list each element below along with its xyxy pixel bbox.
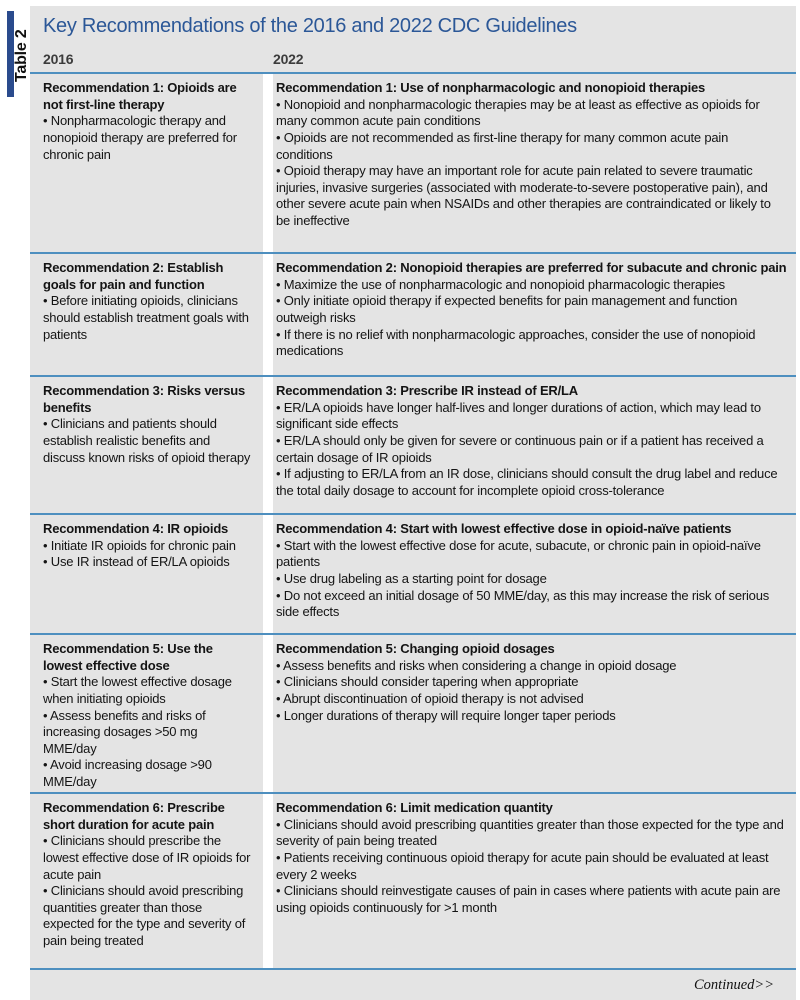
bullet-item: • Patients receiving continuous opioid therapy for acute pain should be evaluated at least every 2 weeks (276, 849, 769, 882)
recommendation-heading: Recommendation 1: Opioids are not first-line therapy (43, 80, 237, 112)
cell-2022 (273, 377, 796, 513)
bullet-item: • Nonopioid and nonpharmacologic therapies may be at least as effective as opioids for many common acute pain conditions (276, 96, 760, 129)
bullet-item: • Longer durations of therapy will require longer taper periods (276, 707, 616, 723)
recommendation-heading: Recommendation 3: Risks versus benefits (43, 383, 246, 415)
bullet-item: • Clinicians and patients should establish realistic benefits and discuss known risks of opioid therapy (43, 416, 251, 465)
cell-2016 (30, 377, 263, 513)
bullet-item: • Start with the lowest effective dose for acute, subacute, or chronic pain in opioid-naïve patients (276, 537, 761, 570)
table-row (30, 74, 796, 254)
recommendation-heading: Recommendation 4: IR opioids (43, 521, 229, 536)
column-gutter (263, 515, 273, 633)
table-row (30, 794, 796, 970)
table-panel (30, 6, 796, 1000)
bullet-item: • Start the lowest effective dosage when initiating opioids (43, 674, 232, 706)
recommendation-heading: Recommendation 3: Prescribe IR instead of ER/LA (276, 383, 578, 398)
bullet-item: • Do not exceed an initial dosage of 50 MME/day, as this may increase the risk of serious side effects (276, 587, 770, 620)
cell-2016 (30, 254, 263, 375)
bullet-item: • Opioid therapy may have an important role for acute pain related to severe traumatic injuries, invasive surgeries (associated with moderate-to-severe postoperative pain), and other severe acute pain when NSAIDs and other therapies are contraindicated or likely to be ineffective (276, 163, 771, 228)
recommendation-heading: Recommendation 2: Establish goals for pain and function (43, 260, 224, 292)
column-gutter (263, 254, 273, 375)
table-row (30, 377, 796, 515)
recommendation-heading: Recommendation 5: Use the lowest effective dose (43, 641, 213, 673)
cell-2022 (273, 635, 796, 792)
recommendation-heading: Recommendation 6: Limit medication quantity (276, 800, 553, 815)
recommendation-heading: Recommendation 6: Prescribe short duration for acute pain (43, 800, 225, 832)
bullet-item: • ER/LA should only be given for severe or continuous pain or if a patient has received a certain dosage of IR opioids (276, 432, 764, 465)
column-gutter (263, 794, 273, 968)
bullet-item: • Clinicians should reinvestigate causes of pain in cases where patients with acute pain are using opioids continuously for >1 month (276, 883, 781, 915)
table-row (30, 635, 796, 794)
column-gutter (263, 377, 273, 513)
bullet-item: • Clinicians should consider tapering when appropriate (276, 674, 579, 690)
bullet-item: • If there is no relief with nonpharmacologic approaches, consider the use of nonopioid medications (276, 326, 756, 359)
footer-row (30, 970, 796, 1000)
bullet-item: • Use drug labeling as a starting point for dosage (276, 570, 547, 586)
bullet-item: • Opioids are not recommended as first-line therapy for many common acute pain conditions (276, 129, 729, 162)
bullet-item: • ER/LA opioids have longer half-lives and longer durations of action, which may lead to significant side effects (276, 399, 761, 432)
bullet-item: • Assess benefits and risks when considering a change in opioid dosage (276, 657, 677, 673)
cell-2022 (273, 254, 796, 375)
bullet-item: • Abrupt discontinuation of opioid therapy is not advised (276, 690, 584, 706)
bullet-item: • Clinicians should avoid prescribing quantities greater than those expected for the type and severity of pain being treated (43, 883, 246, 948)
bullet-item: • Use IR instead of ER/LA opioids (43, 554, 230, 570)
cell-2016 (30, 635, 263, 792)
bullet-item: • Only initiate opioid therapy if expected benefits for pain management and function outweigh risks (276, 293, 738, 325)
table-label-text: Table 2 (13, 29, 30, 83)
table-body (30, 74, 796, 970)
cell-2016 (30, 74, 263, 252)
table-row (30, 515, 796, 635)
column-header-2022: 2022 (273, 51, 304, 67)
table-label (0, 4, 30, 114)
cell-2022 (273, 515, 796, 633)
page-title: Key Recommendations of the 2016 and 2022 CDC Guidelines (43, 14, 577, 37)
bullet-item: • Clinicians should prescribe the lowest effective dose of IR opioids for acute pain (43, 833, 251, 882)
column-header-2016: 2016 (43, 51, 74, 67)
table-row (30, 254, 796, 377)
title-row (30, 6, 796, 46)
recommendation-heading: Recommendation 1: Use of nonpharmacologic and nonopioid therapies (276, 80, 706, 95)
bullet-item: • Initiate IR opioids for chronic pain (43, 537, 236, 553)
column-gutter (263, 74, 273, 252)
bullet-item: • Before initiating opioids, clinicians should establish treatment goals with patients (43, 293, 249, 342)
cell-2022 (273, 794, 796, 968)
cell-2022 (273, 74, 796, 252)
continued-label: Continued>> (694, 976, 774, 993)
bullet-item: • Nonpharmacologic therapy and nonopioid therapy are preferred for chronic pain (43, 113, 237, 162)
bullet-item: • Clinicians should avoid prescribing quantities greater than those expected for the type and severity of pain being treated (276, 816, 784, 849)
column-header-row (30, 46, 796, 74)
recommendation-heading: Recommendation 4: Start with lowest effective dose in opioid-naïve patients (276, 521, 732, 536)
cell-2016 (30, 794, 263, 968)
column-gutter (263, 635, 273, 792)
recommendation-heading: Recommendation 2: Nonopioid therapies are preferred for subacute and chronic pain (276, 260, 787, 275)
bullet-item: • If adjusting to ER/LA from an IR dose, clinicians should consult the drug label and reduce the total daily dosage to account for incomplete opioid cross-tolerance (276, 466, 778, 498)
bullet-item: • Assess benefits and risks of increasing dosages >50 mg MME/day (43, 707, 206, 756)
bullet-item: • Maximize the use of nonpharmacologic and nonopioid pharmacologic therapies (276, 276, 725, 292)
cell-2016 (30, 515, 263, 633)
bullet-item: • Avoid increasing dosage >90 MME/day (43, 757, 212, 789)
recommendation-heading: Recommendation 5: Changing opioid dosages (276, 641, 555, 656)
